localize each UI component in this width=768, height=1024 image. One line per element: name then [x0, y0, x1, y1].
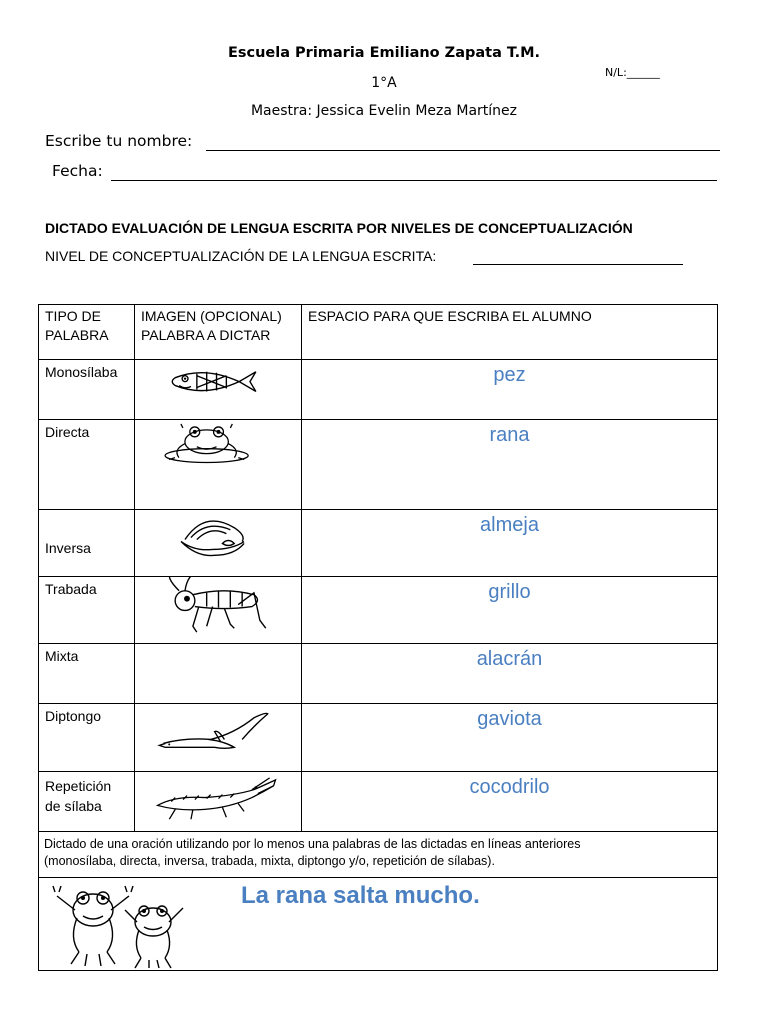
answer-cell[interactable] [302, 360, 718, 420]
table-row [39, 360, 718, 420]
word-type: Mixta [39, 644, 135, 704]
clam-icon [135, 510, 301, 576]
date-line[interactable] [111, 180, 717, 181]
answer-cell[interactable] [302, 510, 718, 577]
evaluation-title: DICTADO EVALUACIÓN DE LENGUA ESCRITA POR NIVELES DE CONCEPTUALIZACIÓN [45, 220, 633, 236]
table-row [39, 510, 718, 577]
answer-word: cocodrilo [469, 776, 550, 798]
fish-icon [135, 360, 301, 419]
answer-cell[interactable] [302, 577, 718, 644]
word-image [135, 577, 302, 644]
dictated-sentence: La rana salta mucho. [241, 882, 480, 909]
level-line[interactable] [473, 264, 683, 265]
table-row [39, 644, 718, 704]
word-image [135, 644, 302, 704]
table-row [39, 704, 718, 772]
name-line[interactable] [206, 150, 720, 151]
table-row [39, 577, 718, 644]
name-label: Escribe tu nombre: [45, 132, 193, 150]
word-type: Monosílaba [39, 360, 135, 420]
answer-cell[interactable] [302, 772, 718, 832]
word-type: Trabada [39, 577, 135, 644]
table-row [39, 772, 718, 832]
answer-cell[interactable] [302, 704, 718, 772]
answer-cell[interactable] [302, 420, 718, 510]
frog-icon [135, 420, 301, 509]
date-label: Fecha: [52, 162, 103, 180]
answer-word: alacrán [476, 648, 543, 670]
crocodile-icon [135, 772, 301, 831]
answer-word: pez [493, 364, 526, 386]
word-image [135, 360, 302, 420]
answer-word: gaviota [477, 708, 542, 730]
answer-word: almeja [480, 514, 539, 536]
word-image [135, 420, 302, 510]
level-label: NIVEL DE CONCEPTUALIZACIÓN DE LA LENGUA ESCRITA: [45, 248, 437, 264]
header-image: IMAGEN (OPCIONAL) PALABRA A DICTAR [135, 305, 302, 360]
sentence-cell[interactable] [39, 878, 718, 971]
header-type: TIPO DE PALABRA [39, 305, 135, 360]
word-image [135, 772, 302, 832]
table-row [39, 420, 718, 510]
grade: 1°A [371, 75, 397, 91]
word-image [135, 704, 302, 772]
teacher-name: Maestra: Jessica Evelin Meza Martínez [250, 103, 518, 119]
word-image [135, 510, 302, 577]
answer-cell[interactable] [302, 644, 718, 704]
word-type: Diptongo [39, 704, 135, 772]
seagull-icon [135, 704, 301, 771]
answer-word: rana [489, 424, 530, 446]
school-name: Escuela Primaria Emiliano Zapata T.M. [227, 45, 541, 61]
header-space: ESPACIO PARA QUE ESCRIBA EL ALUMNO [302, 305, 718, 360]
word-type: Inversa [39, 510, 135, 577]
sentence-row [39, 878, 718, 971]
cricket-icon [135, 577, 301, 643]
sentence-instruction-row [39, 832, 718, 878]
table-header-row [39, 305, 718, 360]
two-frogs-icon [49, 882, 199, 970]
list-number: N/L:______ [605, 66, 660, 79]
dictation-table [38, 304, 718, 971]
word-type: Directa [39, 420, 135, 510]
sentence-instructions: Dictado de una oración utilizando por lo menos una palabras de las dictadas en líneas anteriores (monosílaba, directa, inversa, trabada, mixta, diptongo y/o, repetición de sílabas). [39, 832, 718, 878]
answer-word: grillo [488, 581, 531, 603]
word-type: Repetición de sílaba [39, 772, 135, 832]
